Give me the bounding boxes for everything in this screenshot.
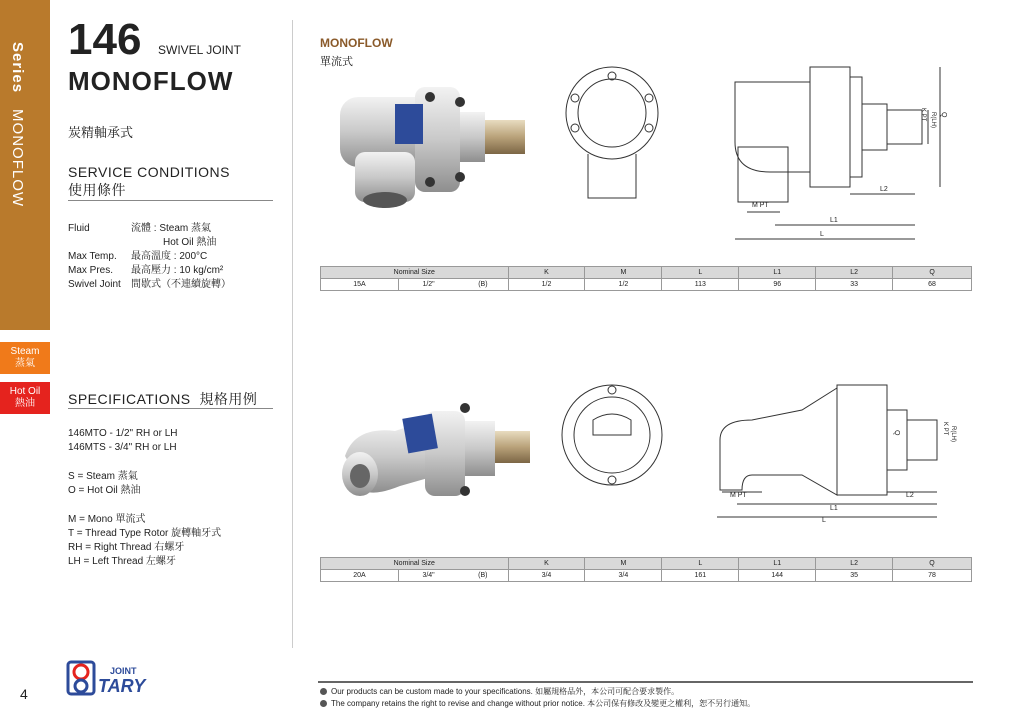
drawing2-l2-label: L2 — [906, 492, 914, 499]
drawing2-kpt-label: K PT — [942, 422, 948, 436]
cell-l: 113 — [662, 279, 739, 291]
drawing1-l2-label: L2 — [880, 186, 888, 193]
drawing2-q-label: Q — [893, 430, 900, 436]
header-q: Q — [893, 558, 972, 570]
drawing1-q-label: Q — [940, 112, 947, 118]
drawing2-mpt-label: M PT — [730, 492, 747, 499]
cell-m: 1/2 — [585, 279, 662, 291]
service-divider — [68, 200, 273, 201]
drawing2-lh-label: R(LH) — [950, 426, 956, 442]
service-label-pres: Max Pres. — [68, 265, 114, 276]
spec-fluid-1: S = Steam 蒸氣 — [68, 471, 138, 482]
header-l1: L1 — [739, 558, 816, 570]
steam-tag-label: Steam — [10, 346, 40, 357]
footer-note-2-text: The company retains the right to revise and change without prior notice. 本公司保有修改及變更之權利，恕不另行通知。 — [331, 699, 756, 708]
header-k: K — [508, 558, 585, 570]
product-title: MONOFLOW — [320, 36, 393, 50]
hot-oil-tag — [0, 382, 50, 414]
bullet-icon — [320, 700, 327, 707]
spec-model-2: 146MTS - 3/4" RH or LH — [68, 442, 177, 453]
spec-heading — [68, 389, 257, 409]
cell-inch: 3/4" — [398, 570, 458, 582]
header-m: M — [585, 558, 662, 570]
cell-k: 1/2 — [508, 279, 585, 291]
side-drawing-15a — [730, 62, 955, 247]
drawing1-lh-label: R(LH) — [930, 112, 936, 128]
cell-l2: 35 — [816, 570, 893, 582]
drawing2-l-label: L — [822, 517, 826, 524]
flange-front-view-15a — [555, 66, 670, 201]
spec-heading-cn: 規格用例 — [199, 391, 258, 407]
service-value-fluid-2: Hot Oil 熱油 — [163, 237, 217, 248]
cell-size: 20A — [321, 570, 399, 582]
series-band-text — [0, 0, 50, 330]
table-header-row — [321, 558, 972, 570]
side-drawing-20a — [712, 380, 952, 525]
cell-b: (B) — [458, 279, 508, 291]
drawing1-mpt-label: M PT — [752, 202, 769, 209]
cell-l: 161 — [662, 570, 739, 582]
product-title-cn: 單流式 — [320, 56, 353, 68]
bullet-icon — [320, 688, 327, 695]
spec-table-15a — [320, 266, 972, 291]
rotary-joint-logo — [66, 658, 156, 698]
cell-k: 3/4 — [508, 570, 585, 582]
logo-text-bottom: TARY — [98, 676, 146, 696]
header-nominal-size: Nominal Size — [321, 558, 509, 570]
spec-divider — [68, 408, 273, 409]
hot-oil-tag-label-cn: 熱油 — [15, 398, 35, 409]
header-m: M — [585, 267, 662, 279]
service-value-temp: 最高溫度 : 200°C — [131, 251, 208, 262]
page-number: 4 — [20, 686, 28, 702]
service-label-swivel: Swivel Joint — [68, 279, 121, 290]
cell-b: (B) — [458, 570, 508, 582]
table-row — [321, 279, 972, 291]
cell-inch: 1/2" — [398, 279, 458, 291]
product-photo-20a — [335, 396, 535, 506]
steam-tag-label-cn: 蒸氣 — [15, 358, 35, 369]
spec-code-3: RH = Right Thread 右螺牙 — [68, 542, 185, 553]
header-l: L — [662, 267, 739, 279]
table-row — [321, 570, 972, 582]
cell-l1: 96 — [739, 279, 816, 291]
service-value-fluid: 流體 : Steam 蒸氣 — [131, 223, 212, 234]
drawing1-l-label: L — [820, 231, 824, 238]
service-value-swivel: 間歇式（不連續旋轉） — [131, 279, 231, 290]
service-label-temp: Max Temp. — [68, 251, 117, 262]
cell-m: 3/4 — [585, 570, 662, 582]
service-label-fluid: Fluid — [68, 223, 90, 234]
header-q: Q — [893, 267, 972, 279]
drawing1-kpt-label: K PT — [920, 108, 926, 122]
header-nominal-size: Nominal Size — [321, 267, 509, 279]
footer-note-2 — [320, 698, 755, 709]
page-title-cn: 炭精軸承式 — [68, 125, 134, 140]
spec-fluid-2: O = Hot Oil 熱油 — [68, 485, 141, 496]
service-value-pres: 最高壓力 : 10 kg/cm² — [131, 265, 224, 276]
header-l2: L2 — [816, 267, 893, 279]
hot-oil-tag-label: Hot Oil — [9, 386, 41, 397]
spec-table-20a — [320, 557, 972, 582]
footer-divider — [318, 681, 973, 683]
table-header-row — [321, 267, 972, 279]
spec-model-1: 146MTO - 1/2" RH or LH — [68, 428, 178, 439]
series-label: Series — [9, 42, 26, 94]
cell-l2: 33 — [816, 279, 893, 291]
cell-size: 15A — [321, 279, 399, 291]
spec-code-4: LH = Left Thread 左螺牙 — [68, 556, 176, 567]
footer-note-1-text: Our products can be custom made to your specifications. 如屬規格品外，本公司可配合要求製作。 — [331, 687, 680, 696]
spec-code-2: T = Thread Type Rotor 旋轉軸牙式 — [68, 528, 222, 539]
cell-q: 78 — [893, 570, 972, 582]
drawing2-l1-label: L1 — [830, 505, 838, 512]
logo-text-top: JOINT — [110, 666, 137, 676]
cell-q: 68 — [893, 279, 972, 291]
product-photo-15a — [335, 82, 530, 212]
footer-note-1 — [320, 686, 679, 697]
header-l: L — [662, 558, 739, 570]
spec-code-1: M = Mono 單流式 — [68, 514, 146, 525]
page-title: MONOFLOW — [68, 66, 234, 96]
service-heading: SERVICE CONDITIONS — [68, 164, 230, 180]
header-k: K — [508, 267, 585, 279]
service-heading-cn: 使用條件 — [68, 182, 126, 198]
header-l2: L2 — [816, 558, 893, 570]
flange-front-view-20a — [555, 380, 670, 495]
steam-tag — [0, 342, 50, 374]
series-name: MONOFLOW — [9, 109, 26, 208]
model-subtitle: SWIVEL JOINT — [158, 43, 241, 57]
column-divider — [292, 20, 293, 648]
spec-heading-en: SPECIFICATIONS — [68, 391, 191, 407]
cell-l1: 144 — [739, 570, 816, 582]
model-number: 146 — [68, 15, 142, 64]
header-l1: L1 — [739, 267, 816, 279]
drawing1-l1-label: L1 — [830, 217, 838, 224]
